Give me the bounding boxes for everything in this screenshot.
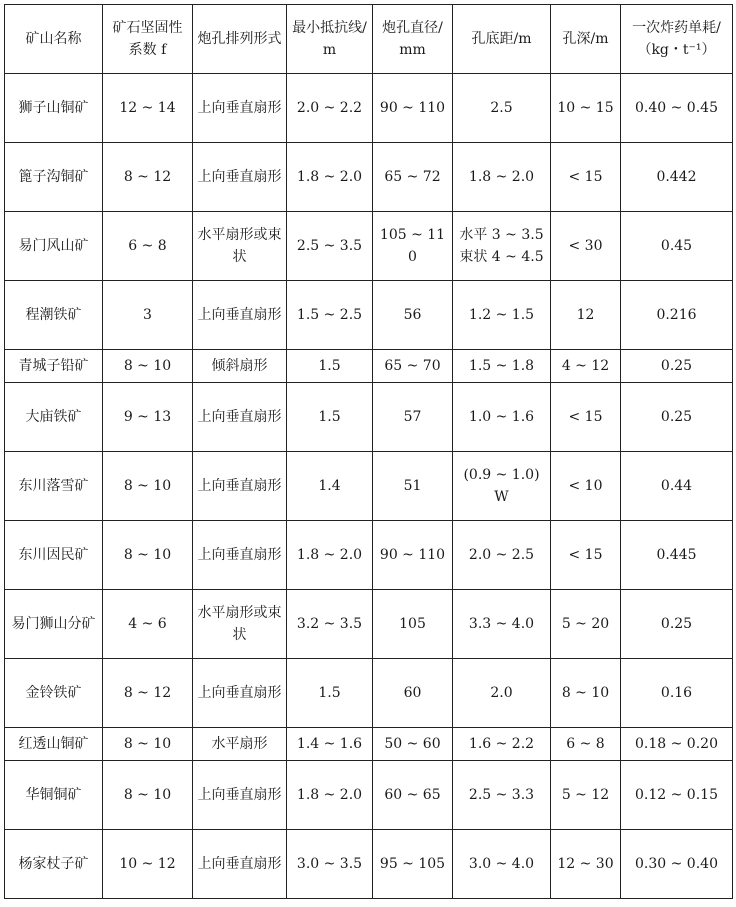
cell-burden: 1.8 ~ 2.0 xyxy=(287,143,373,212)
cell-hole-diameter: 51 xyxy=(373,452,453,521)
cell-hole-pattern: 上向垂直扇形 xyxy=(193,452,287,521)
cell-hole-diameter: 60 xyxy=(373,659,453,728)
cell-hole-pattern: 水平扇形 xyxy=(193,728,287,761)
cell-mine-name: 大庙铁矿 xyxy=(5,383,103,452)
cell-burden: 1.5 ~ 2.5 xyxy=(287,281,373,350)
cell-mine-name: 易门狮山分矿 xyxy=(5,590,103,659)
cell-hole-diameter: 95 ~ 105 xyxy=(373,830,453,899)
cell-hardness: 12 ~ 14 xyxy=(103,74,193,143)
cell-powder-factor: 0.44 xyxy=(621,452,733,521)
cell-hole-diameter: 56 xyxy=(373,281,453,350)
header-mine-name: 矿山名称 xyxy=(5,5,103,74)
cell-powder-factor: 0.25 xyxy=(621,590,733,659)
cell-hardness: 4 ~ 6 xyxy=(103,590,193,659)
table-row xyxy=(5,659,733,728)
cell-hole-pattern: 上向垂直扇形 xyxy=(193,383,287,452)
cell-hole-depth: 8 ~ 10 xyxy=(551,659,621,728)
blasting-parameters-table xyxy=(4,4,733,899)
cell-burden: 1.5 xyxy=(287,659,373,728)
cell-hardness: 8 ~ 10 xyxy=(103,452,193,521)
table-row xyxy=(5,521,733,590)
cell-hardness: 8 ~ 12 xyxy=(103,659,193,728)
cell-toe-spacing: 1.5 ~ 1.8 xyxy=(453,350,551,383)
cell-burden: 2.5 ~ 3.5 xyxy=(287,212,373,281)
header-burden: 最小抵抗线/m xyxy=(287,5,373,74)
cell-burden: 3.2 ~ 3.5 xyxy=(287,590,373,659)
table-row xyxy=(5,212,733,281)
cell-hole-diameter: 60 ~ 65 xyxy=(373,761,453,830)
cell-burden: 2.0 ~ 2.2 xyxy=(287,74,373,143)
cell-mine-name: 青城子铅矿 xyxy=(5,350,103,383)
cell-hole-depth: 12 ~ 30 xyxy=(551,830,621,899)
table-row xyxy=(5,143,733,212)
cell-hardness: 8 ~ 12 xyxy=(103,143,193,212)
cell-hole-pattern: 上向垂直扇形 xyxy=(193,761,287,830)
cell-powder-factor: 0.45 xyxy=(621,212,733,281)
table-row xyxy=(5,728,733,761)
cell-hole-diameter: 50 ~ 60 xyxy=(373,728,453,761)
cell-powder-factor: 0.16 xyxy=(621,659,733,728)
cell-burden: 1.8 ~ 2.0 xyxy=(287,761,373,830)
cell-mine-name: 篦子沟铜矿 xyxy=(5,143,103,212)
cell-hole-depth: < 15 xyxy=(551,143,621,212)
table-row xyxy=(5,383,733,452)
table-row xyxy=(5,761,733,830)
cell-powder-factor: 0.442 xyxy=(621,143,733,212)
cell-burden: 1.4 ~ 1.6 xyxy=(287,728,373,761)
cell-hardness: 8 ~ 10 xyxy=(103,521,193,590)
cell-mine-name: 东川落雪矿 xyxy=(5,452,103,521)
table-row xyxy=(5,452,733,521)
table-row xyxy=(5,74,733,143)
cell-hole-depth: 4 ~ 12 xyxy=(551,350,621,383)
cell-powder-factor: 0.40 ~ 0.45 xyxy=(621,74,733,143)
cell-hole-depth: < 15 xyxy=(551,383,621,452)
cell-hole-diameter: 90 ~ 110 xyxy=(373,521,453,590)
cell-mine-name: 华铜铜矿 xyxy=(5,761,103,830)
cell-mine-name: 红透山铜矿 xyxy=(5,728,103,761)
cell-hardness: 8 ~ 10 xyxy=(103,728,193,761)
cell-hardness: 3 xyxy=(103,281,193,350)
cell-burden: 1.4 xyxy=(287,452,373,521)
header-hardness: 矿石坚固性系数 f xyxy=(103,5,193,74)
cell-hole-depth: < 15 xyxy=(551,521,621,590)
cell-hole-pattern: 上向垂直扇形 xyxy=(193,830,287,899)
cell-hole-diameter: 90 ~ 110 xyxy=(373,74,453,143)
cell-hole-pattern: 上向垂直扇形 xyxy=(193,74,287,143)
cell-hole-depth: < 30 xyxy=(551,212,621,281)
cell-hole-pattern: 上向垂直扇形 xyxy=(193,281,287,350)
cell-toe-spacing: 2.5 xyxy=(453,74,551,143)
table-row xyxy=(5,350,733,383)
cell-powder-factor: 0.25 xyxy=(621,350,733,383)
cell-toe-spacing: 1.6 ~ 2.2 xyxy=(453,728,551,761)
cell-toe-spacing: 3.0 ~ 4.0 xyxy=(453,830,551,899)
cell-mine-name: 程潮铁矿 xyxy=(5,281,103,350)
cell-hole-depth: 12 xyxy=(551,281,621,350)
cell-toe-spacing: 2.0 ~ 2.5 xyxy=(453,521,551,590)
cell-toe-spacing: 水平 3 ~ 3.5 束状 4 ~ 4.5 xyxy=(453,212,551,281)
cell-hole-pattern: 水平扇形或束状 xyxy=(193,212,287,281)
cell-hole-depth: < 10 xyxy=(551,452,621,521)
cell-toe-spacing: (0.9 ~ 1.0) W xyxy=(453,452,551,521)
cell-hole-diameter: 65 ~ 72 xyxy=(373,143,453,212)
cell-hole-pattern: 上向垂直扇形 xyxy=(193,143,287,212)
cell-burden: 3.0 ~ 3.5 xyxy=(287,830,373,899)
cell-toe-spacing: 1.8 ~ 2.0 xyxy=(453,143,551,212)
cell-mine-name: 东川因民矿 xyxy=(5,521,103,590)
cell-hole-pattern: 上向垂直扇形 xyxy=(193,521,287,590)
cell-hole-pattern: 水平扇形或束状 xyxy=(193,590,287,659)
cell-hardness: 8 ~ 10 xyxy=(103,761,193,830)
cell-hole-depth: 6 ~ 8 xyxy=(551,728,621,761)
cell-hardness: 9 ~ 13 xyxy=(103,383,193,452)
cell-burden: 1.5 xyxy=(287,383,373,452)
table-row xyxy=(5,830,733,899)
cell-toe-spacing: 3.3 ~ 4.0 xyxy=(453,590,551,659)
header-hole-pattern: 炮孔排列形式 xyxy=(193,5,287,74)
cell-powder-factor: 0.445 xyxy=(621,521,733,590)
header-row xyxy=(5,5,733,74)
cell-burden: 1.5 xyxy=(287,350,373,383)
header-hole-diameter: 炮孔直径/mm xyxy=(373,5,453,74)
cell-hole-diameter: 105 ~ 110 xyxy=(373,212,453,281)
cell-powder-factor: 0.216 xyxy=(621,281,733,350)
cell-hole-depth: 5 ~ 12 xyxy=(551,761,621,830)
table-row xyxy=(5,281,733,350)
header-powder-factor: 一次炸药单耗/（kg・t⁻¹） xyxy=(621,5,733,74)
cell-burden: 1.8 ~ 2.0 xyxy=(287,521,373,590)
cell-toe-spacing: 2.5 ~ 3.3 xyxy=(453,761,551,830)
cell-toe-spacing: 1.0 ~ 1.6 xyxy=(453,383,551,452)
cell-hole-pattern: 上向垂直扇形 xyxy=(193,659,287,728)
cell-toe-spacing: 1.2 ~ 1.5 xyxy=(453,281,551,350)
cell-hole-diameter: 105 xyxy=(373,590,453,659)
header-hole-depth: 孔深/m xyxy=(551,5,621,74)
cell-toe-spacing: 2.0 xyxy=(453,659,551,728)
cell-hole-depth: 5 ~ 20 xyxy=(551,590,621,659)
cell-mine-name: 杨家杖子矿 xyxy=(5,830,103,899)
cell-powder-factor: 0.25 xyxy=(621,383,733,452)
cell-hardness: 10 ~ 12 xyxy=(103,830,193,899)
table-body xyxy=(5,74,733,899)
cell-hardness: 6 ~ 8 xyxy=(103,212,193,281)
cell-hole-pattern: 倾斜扇形 xyxy=(193,350,287,383)
cell-hole-diameter: 57 xyxy=(373,383,453,452)
cell-mine-name: 易门风山矿 xyxy=(5,212,103,281)
cell-mine-name: 金铃铁矿 xyxy=(5,659,103,728)
table-row xyxy=(5,590,733,659)
cell-mine-name: 狮子山铜矿 xyxy=(5,74,103,143)
cell-hole-depth: 10 ~ 15 xyxy=(551,74,621,143)
cell-hardness: 8 ~ 10 xyxy=(103,350,193,383)
cell-powder-factor: 0.30 ~ 0.40 xyxy=(621,830,733,899)
cell-hole-diameter: 65 ~ 70 xyxy=(373,350,453,383)
cell-powder-factor: 0.18 ~ 0.20 xyxy=(621,728,733,761)
cell-powder-factor: 0.12 ~ 0.15 xyxy=(621,761,733,830)
header-toe-spacing: 孔底距/m xyxy=(453,5,551,74)
